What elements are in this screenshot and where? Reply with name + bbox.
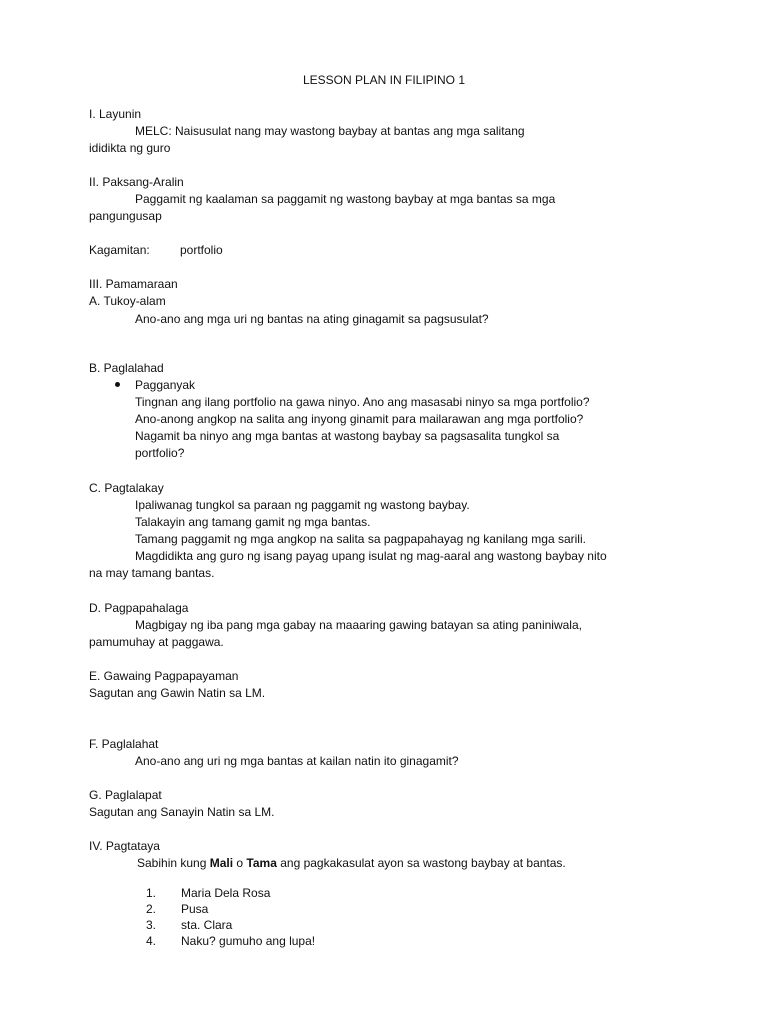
item-text-4: Naku? gumuho ang lupa! <box>181 934 316 948</box>
instructions-part-3: ang pagkakasulat ayon sa wastong baybay at bantas. <box>276 856 566 870</box>
item-number-1: 1. <box>146 886 157 900</box>
paksang-aralin-text-line-2: pangungusap <box>89 209 162 223</box>
item-text-1: Maria Dela Rosa <box>181 886 271 900</box>
paksang-aralin-text-line-1: Paggamit ng kaalaman sa paggamit ng wastong baybay at mga bantas sa mga <box>135 192 556 206</box>
section-pagtataya-heading: IV. Pagtataya <box>89 839 160 853</box>
item-number-2: 2. <box>146 902 157 916</box>
tama-keyword: Tama <box>246 856 277 870</box>
pagpapahalaga-line-2: pamumuhay at paggawa. <box>89 635 224 649</box>
paglalahad-line-3: Nagamit ba ninyo ang mga bantas at wastong baybay sa pagsasalita tungkol sa <box>135 429 560 443</box>
paglalahad-line-2: Ano-anong angkop na salita ang inyong ginamit para mailarawan ang mga portfolio? <box>135 412 584 426</box>
paglalahat-text: Ano-ano ang uri ng mga bantas at kailan natin ito ginagamit? <box>135 754 459 768</box>
pagganyak-bullet: Pagganyak <box>135 378 196 392</box>
tukoy-alam-heading: A. Tukoy-alam <box>89 294 166 308</box>
gawaing-pagpapayaman-text: Sagutan ang Gawin Natin sa LM. <box>89 686 266 700</box>
item-text-2: Pusa <box>181 902 209 916</box>
instructions-part-1: Sabihin kung <box>137 856 210 870</box>
section-layunin-heading: I. Layunin <box>89 107 142 121</box>
layunin-text-line-2: ididikta ng guro <box>89 141 171 155</box>
document-title: LESSON PLAN IN FILIPINO 1 <box>302 73 466 87</box>
kagamitan-value: portfolio <box>180 243 223 257</box>
pagtalakay-line-1: Ipaliwanag tungkol sa paraan ng paggamit ng wastong baybay. <box>135 498 470 512</box>
pagtalakay-line-2: Talakayin ang tamang gamit ng mga bantas. <box>135 515 371 529</box>
kagamitan-label: Kagamitan: <box>89 243 150 257</box>
tukoy-alam-text: Ano-ano ang mga uri ng bantas na ating ginagamit sa pagsusulat? <box>135 312 489 326</box>
paglalahad-line-4: portfolio? <box>135 446 185 460</box>
mali-keyword: Mali <box>209 856 234 870</box>
instructions-part-2: o <box>233 856 247 870</box>
pagpapahalaga-heading: D. Pagpapahalaga <box>89 601 189 615</box>
paglalahad-line-1: Tingnan ang ilang portfolio na gawa ninyo. Ano ang masasabi ninyo sa mga portfolio? <box>135 395 590 409</box>
gawaing-pagpapayaman-heading: E. Gawaing Pagpapayaman <box>89 669 239 683</box>
bullet-icon <box>115 382 120 387</box>
item-number-4: 4. <box>146 934 157 948</box>
item-text-3: sta. Clara <box>181 918 233 932</box>
pagtalakay-line-3: Tamang paggamit ng mga angkop na salita sa pagpapahayag ng kanilang mga sarili. <box>135 532 586 546</box>
paglalapat-text: Sagutan ang Sanayin Natin sa LM. <box>89 805 275 819</box>
section-paksang-aralin-heading: II. Paksang-Aralin <box>89 175 184 189</box>
pagtalakay-heading: C. Pagtalakay <box>89 481 164 495</box>
paglalahad-heading: B. Paglalahad <box>89 361 164 375</box>
section-pamamaraan-heading: III. Pamamaraan <box>89 277 178 291</box>
paglalahat-heading: F. Paglalahat <box>89 737 159 751</box>
paglalapat-heading: G. Paglalapat <box>89 788 162 802</box>
item-number-3: 3. <box>146 918 157 932</box>
pagtalakay-line-4: Magdidikta ang guro ng isang payag upang isulat ng mag-aaral ang wastong baybay nito <box>135 549 607 563</box>
pagtalakay-line-5: na may tamang bantas. <box>89 566 215 580</box>
layunin-text-line-1: MELC: Naisusulat nang may wastong baybay at bantas ang mga salitang <box>135 124 525 138</box>
pagtataya-instructions <box>137 855 566 871</box>
pagpapahalaga-line-1: Magbigay ng iba pang mga gabay na maaaring gawing batayan sa ating paniniwala, <box>135 618 582 632</box>
